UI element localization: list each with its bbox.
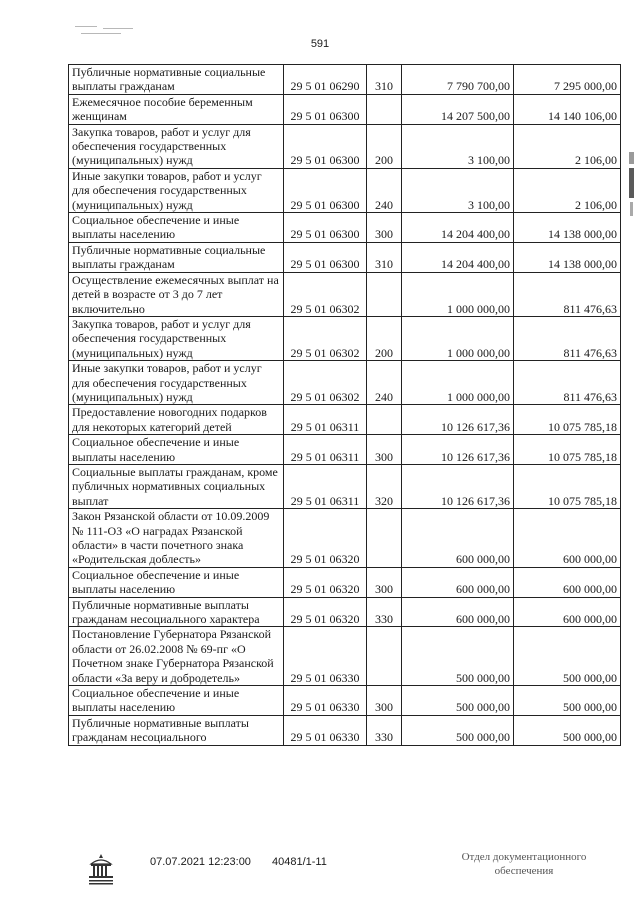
row-actual-sum: 10 075 785,18: [514, 464, 621, 508]
row-name: Закупка товаров, работ и услуг для обеспечения государственных (муниципальных) нужд: [69, 124, 284, 168]
table-row: [69, 272, 621, 316]
row-type: 330: [367, 715, 402, 745]
row-actual-sum: 10 075 785,18: [514, 435, 621, 465]
row-type: 320: [367, 464, 402, 508]
stamp-line-2: обеспечения: [494, 865, 554, 877]
row-plan-sum: 600 000,00: [402, 597, 514, 627]
row-actual-sum: 811 476,63: [514, 361, 621, 405]
row-actual-sum: 14 138 000,00: [514, 213, 621, 243]
row-actual-sum: 10 075 785,18: [514, 405, 621, 435]
table-row: [69, 65, 621, 95]
row-code: 29 5 01 06290: [284, 65, 367, 95]
table-row: [69, 94, 621, 124]
table-row: [69, 464, 621, 508]
row-type: 300: [367, 213, 402, 243]
row-code: 29 5 01 06320: [284, 567, 367, 597]
row-type: [367, 627, 402, 686]
table-row: [69, 405, 621, 435]
row-code: 29 5 01 06320: [284, 597, 367, 627]
row-plan-sum: 1 000 000,00: [402, 361, 514, 405]
table-row: [69, 316, 621, 360]
row-actual-sum: 811 476,63: [514, 316, 621, 360]
duma-emblem-icon: [86, 852, 116, 886]
row-code: 29 5 01 06300: [284, 94, 367, 124]
row-name: Осуществление ежемесячных выплат на детей в возрасте от 3 до 7 лет включительно: [69, 272, 284, 316]
row-name: Социальное обеспечение и иные выплаты населению: [69, 435, 284, 465]
row-plan-sum: 600 000,00: [402, 567, 514, 597]
row-actual-sum: 7 295 000,00: [514, 65, 621, 95]
row-type: 300: [367, 435, 402, 465]
row-type: 300: [367, 686, 402, 716]
row-type: 300: [367, 567, 402, 597]
row-code: 29 5 01 06302: [284, 316, 367, 360]
row-plan-sum: 7 790 700,00: [402, 65, 514, 95]
row-actual-sum: 811 476,63: [514, 272, 621, 316]
table-row: [69, 627, 621, 686]
row-actual-sum: 500 000,00: [514, 715, 621, 745]
row-type: 330: [367, 597, 402, 627]
scan-noise: [75, 24, 145, 38]
row-name: Закупка товаров, работ и услуг для обеспечения государственных (муниципальных) нужд: [69, 316, 284, 360]
row-type: 240: [367, 361, 402, 405]
row-code: 29 5 01 06311: [284, 435, 367, 465]
row-code: 29 5 01 06330: [284, 715, 367, 745]
row-name: Публичные нормативные социальные выплаты гражданам: [69, 242, 284, 272]
row-name: Публичные нормативные выплаты гражданам несоциального характера: [69, 597, 284, 627]
table-row: [69, 361, 621, 405]
table-row: [69, 509, 621, 568]
table-row: [69, 168, 621, 212]
row-plan-sum: 10 126 617,36: [402, 435, 514, 465]
row-type: [367, 94, 402, 124]
footer-date: 07.07.2021 12:23:00: [150, 856, 251, 868]
row-plan-sum: 500 000,00: [402, 715, 514, 745]
row-name: Социальное обеспечение и иные выплаты населению: [69, 567, 284, 597]
row-code: 29 5 01 06320: [284, 509, 367, 568]
row-name: Социальное обеспечение и иные выплаты населению: [69, 686, 284, 716]
row-plan-sum: 600 000,00: [402, 509, 514, 568]
row-plan-sum: 1 000 000,00: [402, 316, 514, 360]
footer-doc-number: 40481/1-11: [272, 856, 327, 868]
row-type: 310: [367, 65, 402, 95]
row-name: Социальные выплаты гражданам, кроме публичных нормативных социальных выплат: [69, 464, 284, 508]
table-row: [69, 686, 621, 716]
row-actual-sum: 500 000,00: [514, 627, 621, 686]
table-row: [69, 124, 621, 168]
row-plan-sum: 14 207 500,00: [402, 94, 514, 124]
row-type: [367, 272, 402, 316]
row-plan-sum: 3 100,00: [402, 124, 514, 168]
row-type: [367, 405, 402, 435]
row-name: Ежемесячное пособие беременным женщинам: [69, 94, 284, 124]
row-actual-sum: 2 106,00: [514, 168, 621, 212]
row-type: 200: [367, 316, 402, 360]
row-plan-sum: 10 126 617,36: [402, 405, 514, 435]
row-type: 310: [367, 242, 402, 272]
row-code: 29 5 01 06302: [284, 361, 367, 405]
row-name: Закон Рязанской области от 10.09.2009 № 111-ОЗ «О наградах Рязанской области» в части почетного знака «Родительская доблесть»: [69, 509, 284, 568]
table-row: [69, 567, 621, 597]
row-actual-sum: 600 000,00: [514, 597, 621, 627]
row-code: 29 5 01 06302: [284, 272, 367, 316]
row-plan-sum: 500 000,00: [402, 627, 514, 686]
budget-table: [68, 64, 621, 746]
row-code: 29 5 01 06311: [284, 464, 367, 508]
scan-edge-mark: [628, 150, 635, 220]
row-code: 29 5 01 06311: [284, 405, 367, 435]
table-row: [69, 435, 621, 465]
row-name: Публичные нормативные выплаты гражданам несоциального: [69, 715, 284, 745]
row-code: 29 5 01 06300: [284, 124, 367, 168]
row-plan-sum: 10 126 617,36: [402, 464, 514, 508]
row-plan-sum: 3 100,00: [402, 168, 514, 212]
row-name: Иные закупки товаров, работ и услуг для обеспечения государственных (муниципальных) нужд: [69, 168, 284, 212]
row-name: Социальное обеспечение и иные выплаты населению: [69, 213, 284, 243]
row-name: Иные закупки товаров, работ и услуг для обеспечения государственных (муниципальных) нужд: [69, 361, 284, 405]
row-type: 200: [367, 124, 402, 168]
row-plan-sum: 500 000,00: [402, 686, 514, 716]
row-name: Постановление Губернатора Рязанской области от 26.02.2008 № 69-пг «О Почетном знаке Губернатора Рязанской области «За веру и добродетель»: [69, 627, 284, 686]
row-actual-sum: 2 106,00: [514, 124, 621, 168]
row-plan-sum: 14 204 400,00: [402, 242, 514, 272]
page-footer: [0, 850, 640, 900]
table-row: [69, 242, 621, 272]
row-actual-sum: 14 140 106,00: [514, 94, 621, 124]
row-plan-sum: 14 204 400,00: [402, 213, 514, 243]
row-code: 29 5 01 06330: [284, 686, 367, 716]
row-type: 240: [367, 168, 402, 212]
row-actual-sum: 600 000,00: [514, 567, 621, 597]
stamp-line-1: Отдел документационного: [461, 851, 587, 863]
row-name: Предоставление новогодних подарков для некоторых категорий детей: [69, 405, 284, 435]
row-actual-sum: 14 138 000,00: [514, 242, 621, 272]
row-actual-sum: 500 000,00: [514, 686, 621, 716]
table-row: [69, 597, 621, 627]
table-row: [69, 715, 621, 745]
row-actual-sum: 600 000,00: [514, 509, 621, 568]
row-code: 29 5 01 06300: [284, 168, 367, 212]
table-row: [69, 213, 621, 243]
row-code: 29 5 01 06300: [284, 213, 367, 243]
row-name: Публичные нормативные социальные выплаты гражданам: [69, 65, 284, 95]
row-plan-sum: 1 000 000,00: [402, 272, 514, 316]
row-type: [367, 509, 402, 568]
office-stamp: [454, 850, 594, 878]
row-code: 29 5 01 06330: [284, 627, 367, 686]
page-number: 591: [310, 38, 330, 50]
row-code: 29 5 01 06300: [284, 242, 367, 272]
